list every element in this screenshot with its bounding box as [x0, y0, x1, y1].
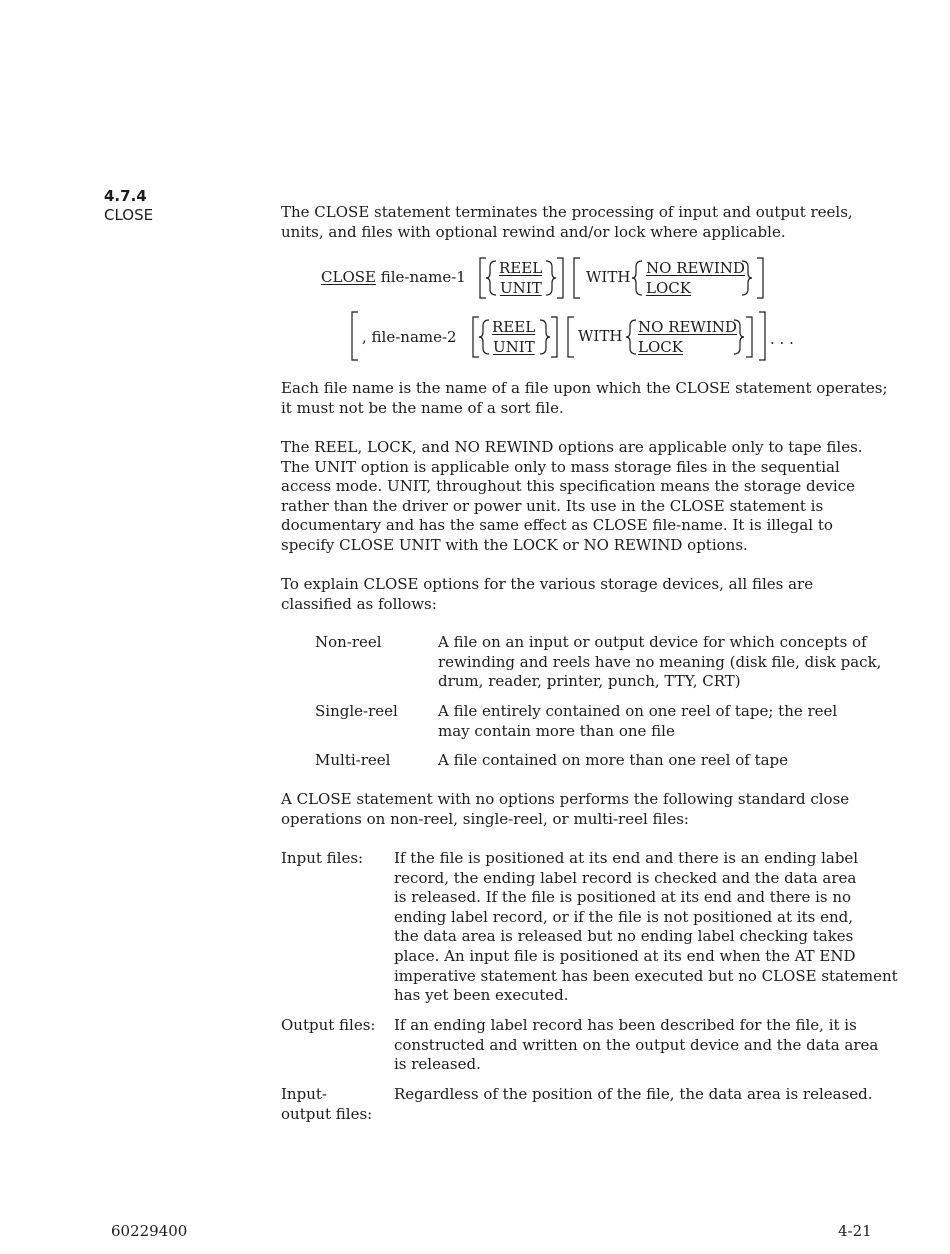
class-term-single-reel: Single-reel	[315, 702, 398, 720]
file-name-2: , file-name-2	[362, 328, 457, 346]
op-def-input-output: Regardless of the position of the file, the data area is released.	[394, 1085, 873, 1103]
options-paragraph: The REEL, LOCK, and NO REWIND options are applicable only to tape files. The UNIT option is applicable only to mass storage files in the sequential access mode. UNIT, throughout this specification means the storage device rather than the driver or power unit. Its use in the CLOSE statement is documentary and has the same effect as CLOSE file-name. It is illegal to specify CLOSE UNIT with the LOCK or NO REWIND options.	[281, 438, 863, 554]
bracket-open	[473, 317, 479, 357]
footer-doc-number: 60229400	[111, 1222, 188, 1240]
outer-bracket-close	[759, 312, 765, 360]
ellipsis: . . .	[770, 330, 794, 348]
brace-open	[632, 261, 642, 295]
class-def-non-reel: A file on an input or output device for which concepts of rewinding and reels have no meaning (disk file, disk pack, drum, reader, printer, punch, TTY, CRT)	[438, 633, 882, 691]
bracket-close	[746, 317, 752, 357]
bracket-close	[551, 317, 557, 357]
class-def-single-reel: A file entirely contained on one reel of tape; the reel may contain more than one file	[438, 702, 838, 740]
brace-open	[486, 261, 496, 295]
bracket-open	[480, 258, 486, 298]
option-with: WITH	[586, 268, 631, 286]
op-def-output: If an ending label record has been described for the file, it is constructed and written on the output device and the data area is released.	[394, 1016, 879, 1074]
brace-open	[626, 320, 636, 354]
class-term-multi-reel: Multi-reel	[315, 751, 391, 769]
op-term-input: Input files:	[281, 849, 364, 867]
filename-paragraph: Each file name is the name of a file upon which the CLOSE statement operates; it must not be the name of a sort file.	[281, 379, 888, 417]
classify-paragraph: To explain CLOSE options for the various storage devices, all files are classified as follows:	[281, 575, 814, 613]
brace-close	[546, 261, 556, 295]
option-unit: UNIT	[500, 279, 542, 297]
footer-page-number: 4-21	[838, 1222, 872, 1240]
brace-close	[540, 320, 550, 354]
option-no-rewind: NO REWIND	[638, 318, 737, 336]
option-reel: REEL	[499, 259, 543, 277]
option-unit: UNIT	[493, 338, 535, 356]
option-reel: REEL	[492, 318, 536, 336]
section-title: CLOSE	[104, 206, 154, 224]
keyword-close: CLOSE	[321, 268, 376, 286]
option-lock: LOCK	[646, 279, 691, 297]
op-term-output: Output files:	[281, 1016, 376, 1034]
intro-paragraph: The CLOSE statement terminates the processing of input and output reels, units, and files with optional rewind and/or lock where applicable.	[281, 203, 853, 241]
bracket-open	[568, 317, 574, 357]
brace-open	[479, 320, 489, 354]
option-with: WITH	[578, 327, 623, 345]
bracket-close	[557, 258, 563, 298]
standard-paragraph: A CLOSE statement with no options performs the following standard close operations on non-reel, single-reel, or multi-reel files:	[281, 790, 850, 828]
syntax-diagram	[0, 0, 950, 380]
bracket-open	[574, 258, 580, 298]
bracket-close	[757, 258, 763, 298]
outer-bracket-open	[352, 312, 358, 360]
option-lock: LOCK	[638, 338, 683, 356]
class-term-non-reel: Non-reel	[315, 633, 382, 651]
section-number: 4.7.4	[104, 187, 147, 205]
file-name-1: file-name-1	[380, 268, 466, 286]
option-no-rewind: NO REWIND	[646, 259, 745, 277]
op-term-input-output: Input- output files:	[281, 1085, 373, 1123]
class-def-multi-reel: A file contained on more than one reel of tape	[438, 751, 789, 769]
op-def-input: If the file is positioned at its end and there is an ending label record, the ending label record is checked and the data area is released. If the file is positioned at its end and there is no ending label record, or if the file is not positioned at its end, the data area is released but no ending label checking takes place. An input file is positioned at its end when the AT END imperative statement has been executed but no CLOSE statement has yet been executed.	[394, 849, 898, 1005]
